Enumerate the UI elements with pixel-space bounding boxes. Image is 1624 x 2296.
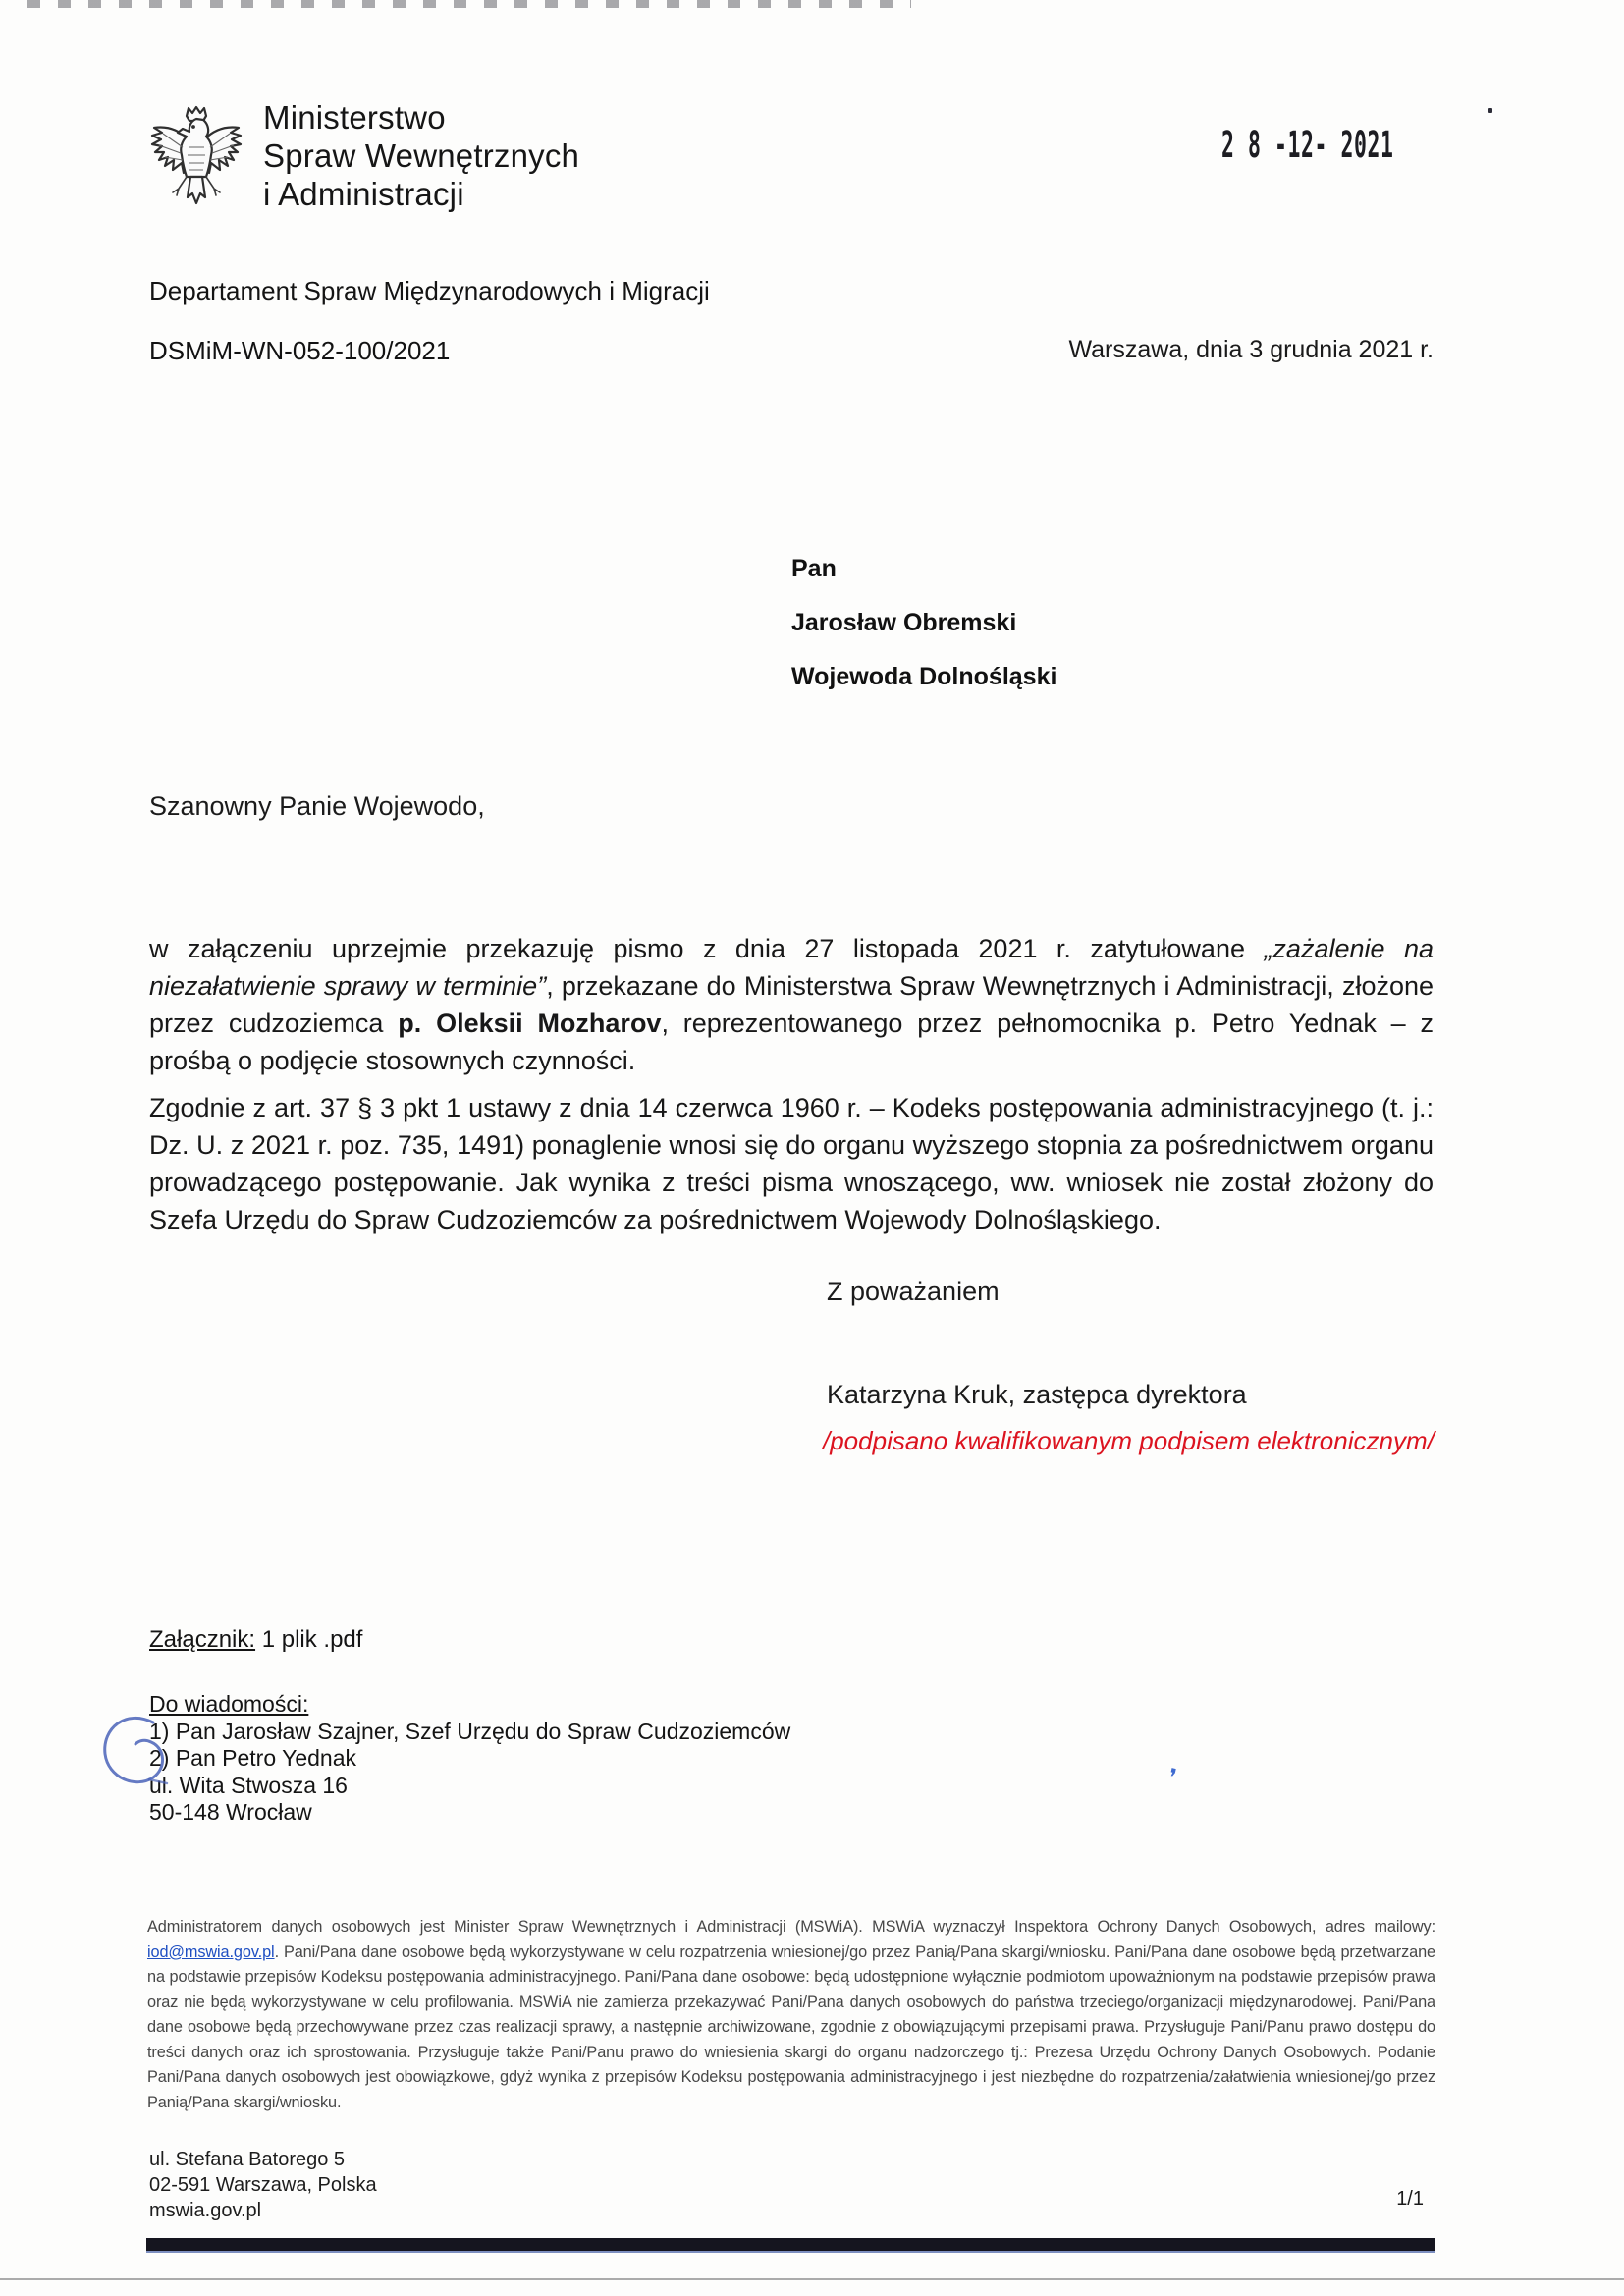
- department-name: Departament Spraw Międzynarodowych i Migracji: [149, 276, 710, 305]
- ministry-name: [263, 98, 579, 213]
- ministry-name-line: Ministerstwo: [263, 99, 446, 136]
- footer-address-line: 02-591 Warszawa, Polska: [149, 2174, 377, 2196]
- privacy-text: . Pani/Pana dane osobowe będą wykorzystywane w celu rozpatrzenia wniesionej/go przez Panią/Pana skargi/wniosku. Pani/Pana dane osobowe będą przetwarzane na podstawie przepisów Kodeksu postępowania administracyjnego. Pani/Pana dane osobowe: będą udostępnione wyłącznie podmiotom upoważnionym na podstawie przepisów prawa oraz nie będą wykorzystywane w celu profilowania. MSWiA nie zamierza przekazywać Pani/Pana danych osobowych do państwa trzeciego/organizacji międzynarodowej. Pani/Pana dane osobowe będą przechowywane przez czas realizacji sprawy, a następnie archiwizowane, zgodnie z obowiązującymi przepisami prawa. Przysługuje Pani/Panu prawo dostępu do treści danych oraz ich sprostowania. Przysługuje także Pani/Panu prawo do wniesienia skargi do organu nadzorczego tj.: Prezesa Urzędu Ochrony Danych Osobowych. Podanie Pani/Pana danych osobowych jest obowiązkowe, gdyż wynika z przepisów Kodeksu postępowania administracyjnego i jest niezbędne do rozpatrzenia/załatwienia wniesionej/go przez Panią/Pana skargi/wniosku.: [147, 1942, 1435, 2111]
- reference-row: [149, 336, 1434, 366]
- cc-item: 1) Pan Jarosław Szajner, Szef Urzędu do Spraw Cudzoziemców: [149, 1718, 791, 1744]
- electronic-signature-note: /podpisano kwalifikowanym podpisem elektronicznym/: [823, 1426, 1435, 1455]
- attachment-value: 1 plik .pdf: [261, 1626, 363, 1653]
- blue-pen-tick-annotation: ❜: [1165, 1764, 1179, 1792]
- received-date-stamp: 2 8 -12- 2021: [1221, 124, 1394, 166]
- salutation: Szanowny Panie Wojewodo,: [149, 792, 485, 821]
- p1-segment: , przekazane do Ministerstwa Spraw Wewnętrznych i Administracji, złożone przez cudzoziemca: [149, 971, 1435, 1038]
- addressee-line: Pan: [791, 555, 837, 582]
- privacy-email-link[interactable]: iod@mswia.gov.pl: [147, 1942, 275, 1961]
- blue-pen-circle-annotation: [98, 1715, 181, 1799]
- cc-item: 50-148 Wrocław: [149, 1799, 312, 1825]
- footer-website: mswia.gov.pl: [149, 2200, 262, 2221]
- privacy-text: Administratorem danych osobowych jest Minister Spraw Wewnętrznych i Administracji (MSWiA). MSWiA wyznaczył Inspektora Ochrony Danych Osobowych, adres mailowy:: [147, 1918, 1435, 1937]
- cc-block: [149, 1691, 790, 1827]
- place-and-date: Warszawa, dnia 3 grudnia 2021 r.: [1068, 336, 1434, 363]
- addressee-line: Wojewoda Dolnośląski: [791, 663, 1057, 690]
- valediction: Z poważaniem: [827, 1277, 1000, 1306]
- signer-name-title: Katarzyna Kruk, zastępca dyrektora: [827, 1380, 1247, 1409]
- page-number: 1/1: [1396, 2188, 1424, 2210]
- polish-eagle-emblem-icon: [149, 104, 244, 226]
- scan-noise-top: [27, 0, 911, 8]
- p1-foreigner-name: p. Oleksii Mozharov: [398, 1009, 662, 1038]
- scan-dot-artifact: [1488, 108, 1492, 113]
- ministry-name-line: Spraw Wewnętrznych: [263, 137, 580, 174]
- scan-black-bar-artifact: [146, 2238, 1435, 2253]
- footer-address-line: ul. Stefana Batorego 5: [149, 2149, 346, 2170]
- cc-item: 2) Pan Petro Yednak: [149, 1745, 356, 1771]
- reference-number: DSMiM-WN-052-100/2021: [149, 336, 451, 365]
- attachment-line: [149, 1626, 362, 1654]
- cc-item: ul. Wita Stwosza 16: [149, 1772, 348, 1798]
- privacy-notice: [147, 1915, 1435, 2115]
- attachment-label: Załącznik:: [149, 1626, 256, 1653]
- p1-quoted-title: „zażalenie na niezałatwienie sprawy w terminie”: [149, 934, 1434, 1001]
- addressee-line: Jarosław Obremski: [791, 609, 1017, 636]
- body-paragraph-1: [149, 930, 1434, 1079]
- footer-address-block: [149, 2147, 377, 2223]
- ministry-name-line: i Administracji: [263, 176, 464, 212]
- p1-segment: w załączeniu uprzejmie przekazuję pismo z dnia 27 listopada 2021 r. zatytułowane: [149, 934, 1265, 963]
- scan-bottom-line-artifact: [0, 2278, 1624, 2280]
- p1-segment: , reprezentowanego przez pełnomocnika p. Petro Yednak – z prośbą o podjęcie stosownych czynności.: [149, 1009, 1434, 1075]
- addressee-block: [791, 542, 1056, 704]
- cc-label: Do wiadomości:: [149, 1691, 309, 1717]
- body-paragraph-2: Zgodnie z art. 37 § 3 pkt 1 ustawy z dnia 14 czerwca 1960 r. – Kodeks postępowania administracyjnego (t. j.: Dz. U. z 2021 r. poz. 735, 1491) ponaglenie wnosi się do organu wyższego stopnia za pośrednictwem organu prowadzącego postępowanie. Jak wynika z treści pisma wnoszącego, ww. wniosek nie został złożony do Szefa Urzędu do Spraw Cudzoziemców za pośrednictwem Wojewody Dolnośląskiego.: [149, 1093, 1434, 1234]
